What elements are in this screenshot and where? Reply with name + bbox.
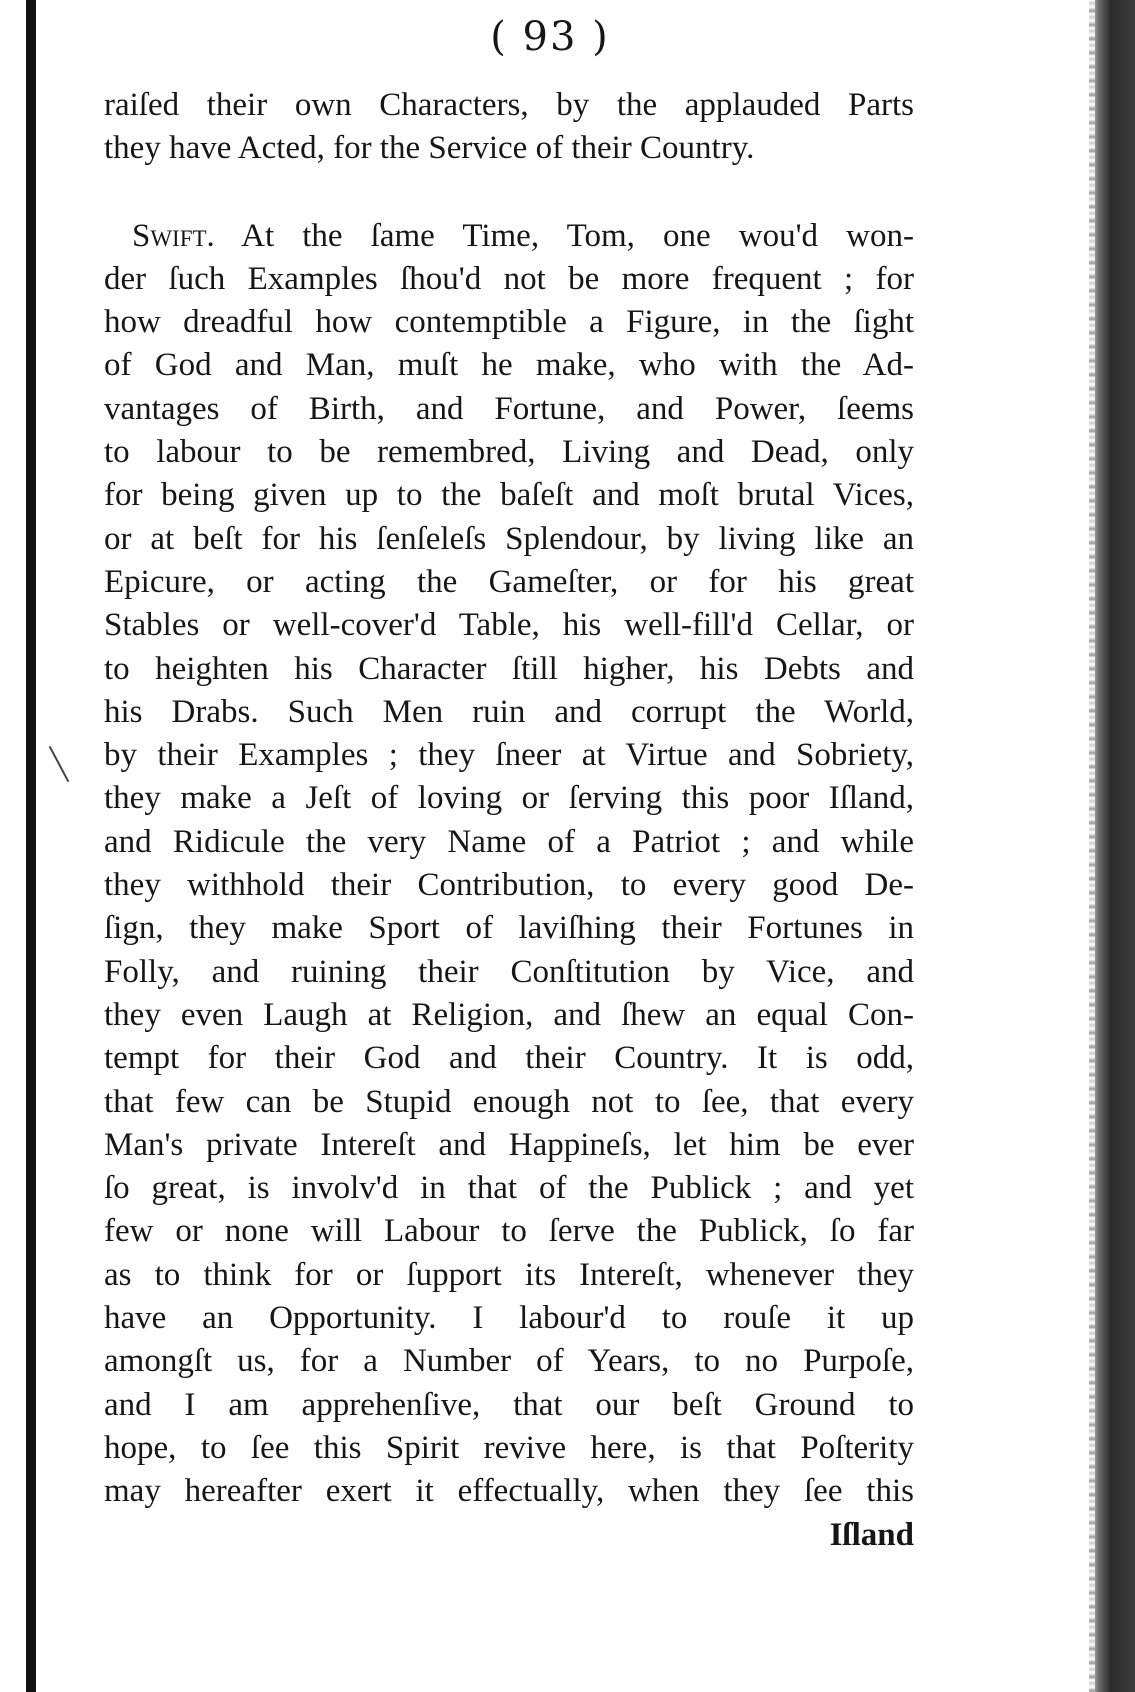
text-line: by their Examples ; they ſneer at Virtue and Sobriety, — [104, 737, 914, 774]
text-line: to labour to be remembred, Living and Dead, only — [104, 434, 914, 471]
text-line: Man's private Intereſt and Happineſs, let him be ever — [104, 1126, 914, 1163]
text-line: Folly, and ruining their Conſtitution by Vice, and — [104, 953, 914, 990]
text-line: few or none will Labour to ſerve the Publick, ſo far — [104, 1213, 914, 1250]
text-line: of God and Man, muſt he make, who with the Ad- — [104, 347, 914, 384]
text-line: that few can be Stupid enough not to ſee, that every — [104, 1083, 914, 1120]
speaker-name: Swift. — [132, 217, 215, 254]
text-line: and Ridicule the very Name of a Patriot ; and while — [104, 823, 914, 860]
text-line: they have Acted, for the Service of their Country. — [104, 130, 755, 167]
text-line: they even Laugh at Religion, and ſhew an equal Con- — [104, 996, 914, 1033]
text-line: for being given up to the baſeſt and moſt brutal Vices, — [104, 477, 914, 514]
text-line: Epicure, or acting the Gameſter, or for his great — [104, 563, 914, 600]
body-text — [104, 84, 914, 1557]
speech-opening-line — [104, 215, 914, 258]
catchword: Iſland — [829, 1516, 914, 1553]
page-number: ( 93 ) — [490, 14, 610, 60]
text-line: raiſed their own Characters, by the applauded Parts — [104, 87, 914, 123]
text-line: may hereafter exert it effectually, when they ſee this — [104, 1473, 914, 1510]
text-line: hope, to ſee this Spirit revive here, is that Poſterity — [104, 1429, 914, 1466]
text-line: they withhold their Contribution, to every good De- — [104, 867, 914, 904]
binding-shadow — [26, 0, 36, 1692]
text-line: ſign, they make Sport of laviſhing their Fortunes in — [104, 910, 914, 947]
text-line: Stables or well-cover'd Table, his well-fill'd Cellar, or — [104, 607, 914, 644]
text-line: they make a Jeſt of loving or ſerving this poor Iſland, — [104, 780, 914, 817]
text-line: have an Opportunity. I labour'd to rouſe it up — [104, 1300, 914, 1337]
text-line: der ſuch Examples ſhou'd not be more frequent ; for — [104, 260, 914, 297]
text-line: or at beſt for his ſenſeleſs Splendour, by living like an — [104, 520, 914, 557]
text-line: how dreadful how contemptible a Figure, in the ſight — [104, 304, 914, 341]
text-line: tempt for their God and their Country. It is odd, — [104, 1040, 914, 1077]
text-line: amongſt us, for a Number of Years, to no Purpoſe, — [104, 1343, 914, 1380]
ink-mark — [49, 746, 70, 782]
text-line: his Drabs. Such Men ruin and corrupt the World, — [104, 693, 914, 730]
text-line: vantages of Birth, and Fortune, and Power, ſeems — [104, 390, 914, 427]
text-line: to heighten his Character ſtill higher, his Debts and — [104, 650, 914, 687]
text-line: as to think for or ſupport its Intereſt, whenever they — [104, 1256, 914, 1293]
speech-text: At the ſame Time, Tom, one wou'd won- — [241, 217, 914, 254]
text-line: and I am apprehenſive, that our beſt Ground to — [104, 1386, 914, 1423]
page-edge-shadow — [1089, 0, 1135, 1692]
text-line: ſo great, is involv'd in that of the Publick ; and yet — [104, 1170, 914, 1207]
